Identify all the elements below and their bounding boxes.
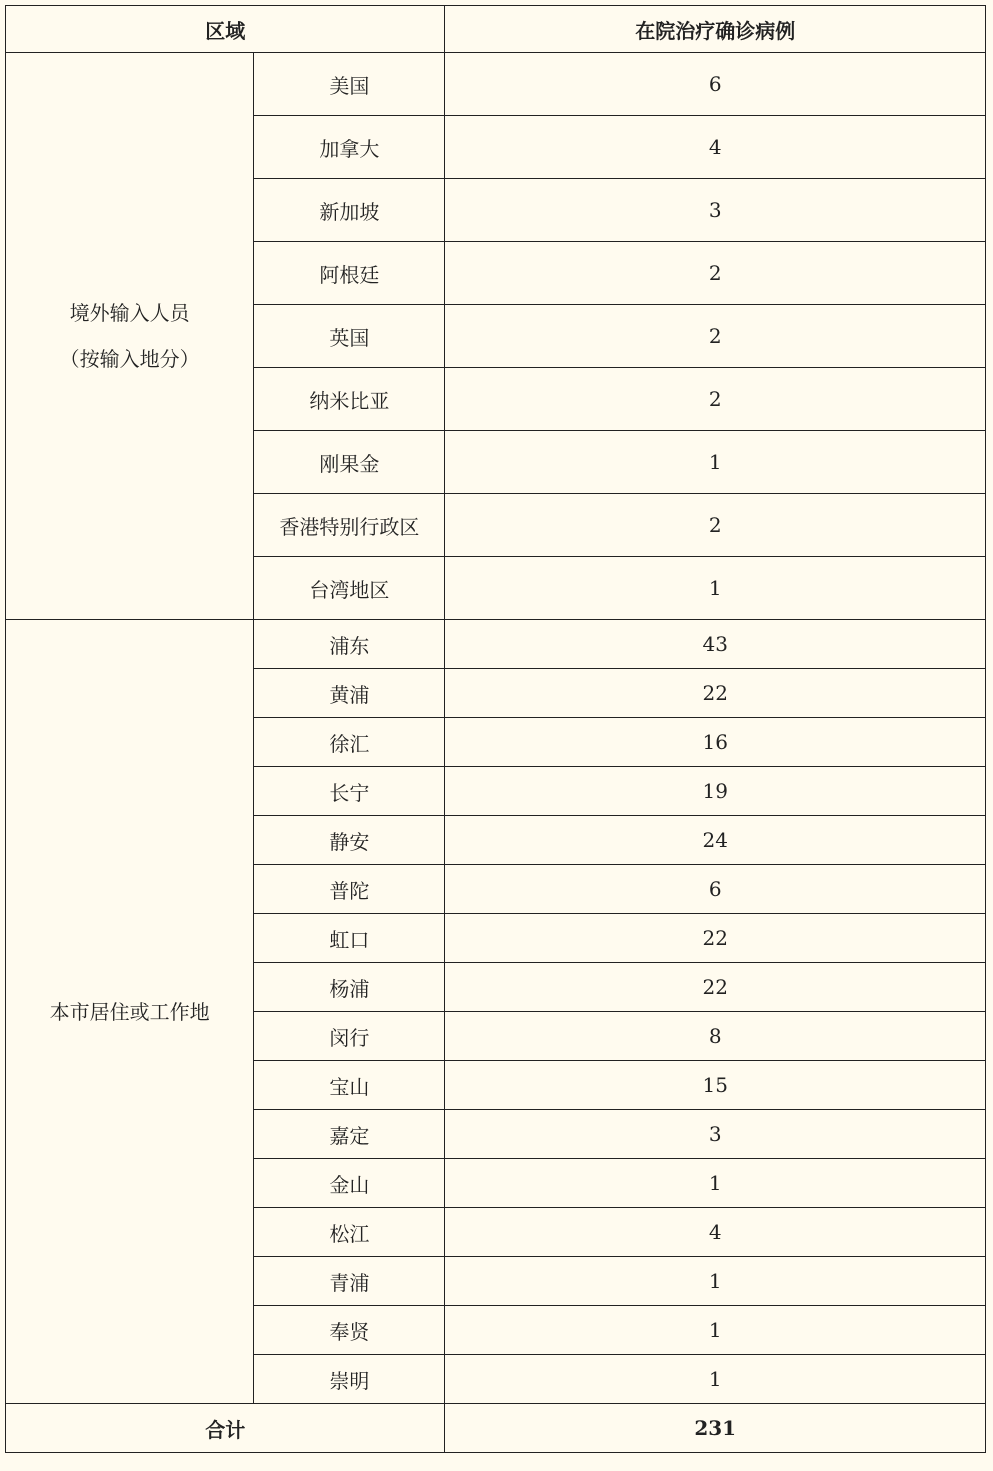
group-label-line: 本市居住或工作地: [49, 999, 210, 1024]
count-cell: 1: [445, 1257, 986, 1306]
count-cell: 22: [445, 914, 986, 963]
region-cell: 英国: [254, 305, 445, 368]
region-cell: 嘉定: [254, 1110, 445, 1159]
count-cell: 3: [445, 1110, 986, 1159]
region-cell: 崇明: [254, 1355, 445, 1404]
region-cell: 杨浦: [254, 963, 445, 1012]
count-cell: 15: [445, 1061, 986, 1110]
case-table: [5, 5, 986, 1453]
count-cell: 1: [445, 557, 986, 620]
table-row: [6, 53, 986, 116]
group-label: [6, 53, 254, 620]
count-cell: 19: [445, 767, 986, 816]
region-cell: 宝山: [254, 1061, 445, 1110]
region-cell: 青浦: [254, 1257, 445, 1306]
region-cell: 黄浦: [254, 669, 445, 718]
region-cell: 徐汇: [254, 718, 445, 767]
count-cell: 1: [445, 1355, 986, 1404]
region-header: 区域: [6, 6, 445, 53]
group-label: [6, 620, 254, 1404]
count-header: 在院治疗确诊病例: [445, 6, 986, 53]
region-cell: 纳米比亚: [254, 368, 445, 431]
region-cell: 奉贤: [254, 1306, 445, 1355]
group-label-line: （按输入地分）: [59, 347, 200, 371]
region-cell: 加拿大: [254, 116, 445, 179]
count-cell: 16: [445, 718, 986, 767]
group-label-line: 境外输入人员: [69, 301, 190, 325]
header-row: [6, 6, 986, 53]
count-cell: 2: [445, 494, 986, 557]
region-cell: 普陀: [254, 865, 445, 914]
count-cell: 24: [445, 816, 986, 865]
region-cell: 松江: [254, 1208, 445, 1257]
table-row: [6, 620, 986, 669]
region-cell: 香港特别行政区: [254, 494, 445, 557]
region-cell: 刚果金: [254, 431, 445, 494]
table-body: [6, 53, 986, 1404]
region-cell: 长宁: [254, 767, 445, 816]
count-cell: 8: [445, 1012, 986, 1061]
count-cell: 1: [445, 1159, 986, 1208]
count-cell: 22: [445, 963, 986, 1012]
region-cell: 闵行: [254, 1012, 445, 1061]
count-cell: 3: [445, 179, 986, 242]
region-cell: 美国: [254, 53, 445, 116]
region-cell: 阿根廷: [254, 242, 445, 305]
count-cell: 6: [445, 865, 986, 914]
count-cell: 1: [445, 431, 986, 494]
region-cell: 新加坡: [254, 179, 445, 242]
count-cell: 4: [445, 1208, 986, 1257]
total-count: 231: [445, 1404, 986, 1453]
region-cell: 浦东: [254, 620, 445, 669]
region-cell: 金山: [254, 1159, 445, 1208]
count-cell: 1: [445, 1306, 986, 1355]
count-cell: 43: [445, 620, 986, 669]
count-cell: 2: [445, 305, 986, 368]
count-cell: 22: [445, 669, 986, 718]
total-row: [6, 1404, 986, 1453]
count-cell: 6: [445, 53, 986, 116]
region-cell: 虹口: [254, 914, 445, 963]
count-cell: 2: [445, 242, 986, 305]
region-cell: 静安: [254, 816, 445, 865]
count-cell: 2: [445, 368, 986, 431]
total-label: 合计: [6, 1404, 445, 1453]
region-cell: 台湾地区: [254, 557, 445, 620]
count-cell: 4: [445, 116, 986, 179]
